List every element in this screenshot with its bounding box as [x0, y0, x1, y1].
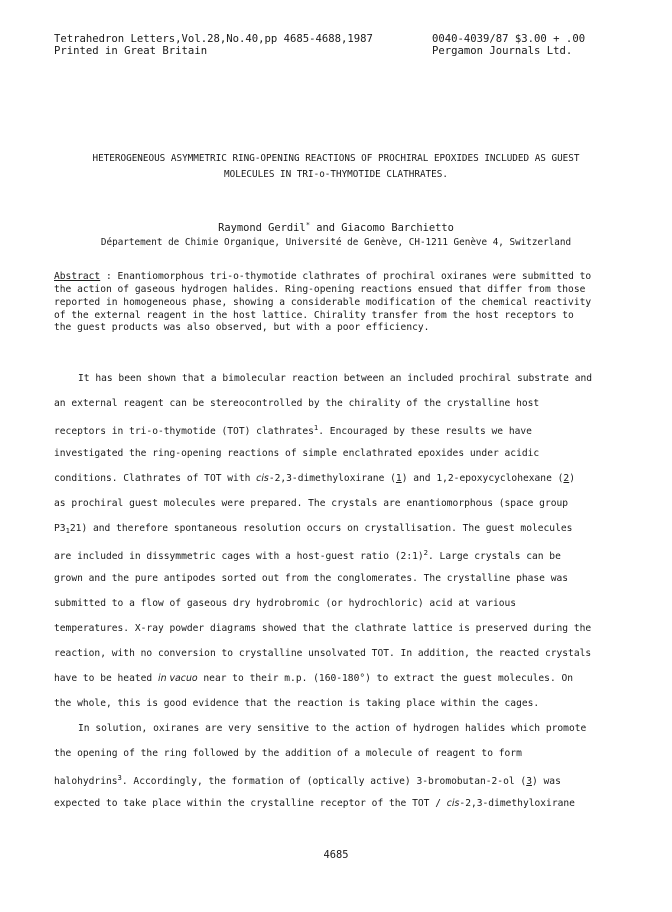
corresponding-author-mark: * — [305, 220, 311, 229]
body-p1-line-6: as prochiral guest molecules were prepared. The crystals are enantiomorphous (space group — [54, 498, 569, 509]
abstract-line-5: the guest products was also observed, but with a poor efficiency. — [54, 322, 430, 333]
authors — [0, 220, 672, 234]
body-p2-line-2: the opening of the ring followed by the addition of a molecule of reagent to form — [54, 748, 522, 759]
body-p1-line-9: grown and the pure antipodes sorted out from the conglomerates. The crystalline phase was — [54, 573, 569, 584]
body-p1-line-14: the whole, this is good evidence that the reaction is taking place within the cages. — [54, 698, 540, 709]
body-p2-line-3: halohydrins$^3$. Accordingly, the formation of (optically active) 3-bromobutan-2-ol (3) was — [54, 773, 561, 787]
author-1: Raymond Gerdil — [218, 222, 306, 234]
body-p1-line-10: submitted to a flow of gaseous dry hydrobromic (or hydrochloric) acid at various — [54, 598, 517, 609]
publisher: Pergamon Journals Ltd. — [432, 45, 573, 57]
body-p1-line-11: temperatures. X-ray powder diagrams showed that the clathrate lattice is preserved during the — [54, 623, 592, 634]
paper-title-line-1: HETEROGENEOUS ASYMMETRIC RING-OPENING REACTIONS OF PROCHIRAL EPOXIDES INCLUDED AS GUEST — [92, 153, 580, 164]
journal-citation: Tetrahedron Letters,Vol.28,No.40,pp 4685-4688,1987 — [54, 33, 373, 45]
compound-2: 2 — [563, 473, 570, 484]
body-p1-line-13: have to be heated in vacuo near to their m.p. (160-180°) to extract the guest molecules. On — [54, 673, 574, 684]
paper-title-line-2: MOLECULES IN TRI-o-THYMOTIDE CLATHRATES. — [224, 169, 448, 180]
author-2: and Giacomo Barchietto — [310, 222, 454, 234]
body-p1-line-2: an external reagent can be stereocontrolled by the chirality of the crystalline host — [54, 398, 540, 409]
body-p1-line-1: It has been shown that a bimolecular reaction between an included prochiral substrate and — [78, 373, 593, 384]
affiliation: Département de Chimie Organique, Université de Genève, CH-1211 Genève 4, Switzerland — [100, 237, 572, 248]
price-code: 0040-4039/87 $3.00 + .00 — [432, 33, 586, 45]
body-p1-line-5: conditions. Clathrates of TOT with cis-2,3-dimethyloxirane (1) and 1,2-epoxycyclohexane (2) — [54, 473, 575, 484]
abstract-line-1: Abstract : Enantiomorphous tri-o-thymotide clathrates of prochiral oxiranes were submitted to — [54, 271, 592, 282]
reference-1: 1 — [313, 423, 319, 432]
body-p1-line-8: are included in dissymmetric cages with a host-guest ratio (2:1)$^2$. Large crystals can be — [54, 548, 561, 562]
body-p1-line-7: $P3_121$) and therefore spontaneous resolution occurs on crystallisation. The guest molecules — [54, 523, 573, 535]
printed-location: Printed in Great Britain — [54, 45, 208, 57]
body-p1-line-3: receptors in tri-o-thymotide (TOT) clathrates$^1$. Encouraged by these results we have — [54, 423, 532, 437]
page-number: 4685 — [323, 849, 349, 861]
compound-3: 3 — [526, 776, 532, 787]
body-p2-line-4: expected to take place within the crystalline receptor of the TOT / cis-2,3-dimethyloxirane — [54, 798, 575, 809]
abstract-line-2: the action of gaseous hydrogen halides. Ring-opening reactions ensued that differ from those — [54, 284, 586, 295]
body-p1-line-12: reaction, with no conversion to crystalline unsolvated TOT. In addition, the reacted crystals — [54, 648, 592, 659]
abstract-line-3: reported in homogeneous phase, showing a considerable modification of the chemical reactivity — [54, 297, 592, 308]
body-p1-line-4: investigated the ring-opening reactions of simple enclathrated epoxides under acidic — [54, 448, 540, 459]
abstract-label: Abstract — [54, 271, 101, 282]
compound-1: 1 — [395, 473, 402, 484]
reference-2: 2 — [423, 548, 428, 557]
body-p2-line-1: In solution, oxiranes are very sensitive to the action of hydrogen halides which promote — [78, 723, 587, 734]
abstract-line-4: of the external reagent in the host lattice. Chirality transfer from the host receptors to — [54, 310, 574, 321]
reference-3: 3 — [117, 773, 122, 782]
